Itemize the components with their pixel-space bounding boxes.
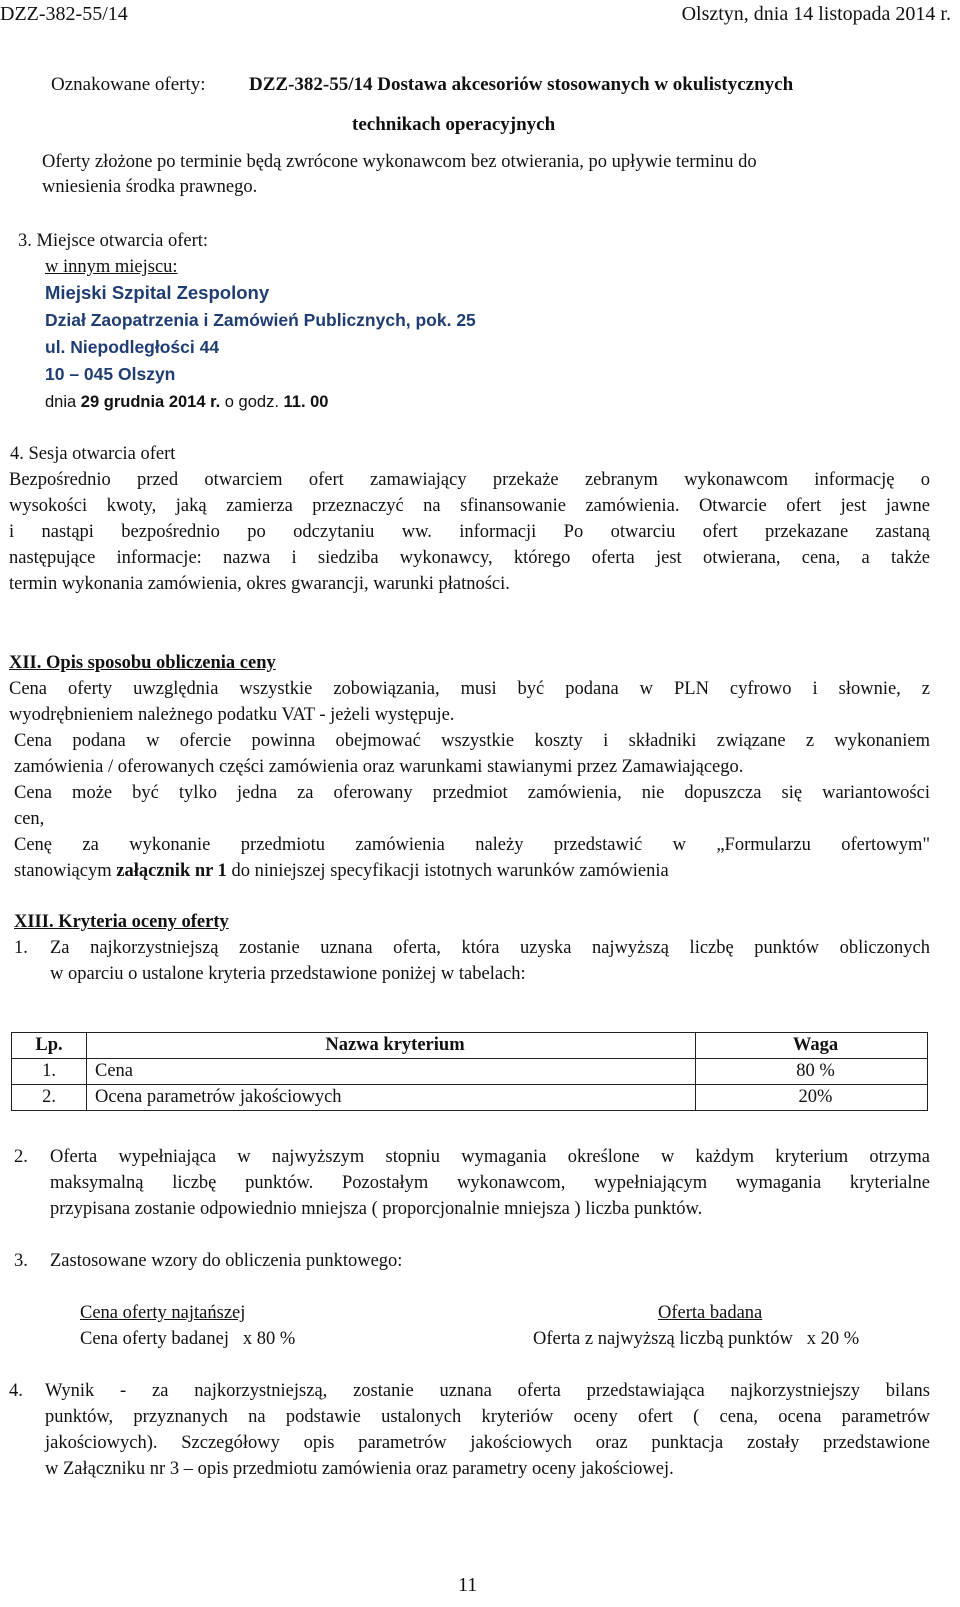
page-number: 11 (458, 1574, 478, 1596)
row-weight: 80 % (696, 1059, 928, 1085)
session-line-2: wysokości kwoty, jaką zamierza przeznaczyć na sfinansowanie zamówienia. Otwarcie ofert jest jawne (9, 496, 930, 516)
time-value: 11. 00 (283, 393, 329, 411)
criteria-item-3-number: 3. (14, 1251, 28, 1271)
section-xii-heading (9, 654, 276, 673)
session-line-3: i nastąpi bezpośrednio po odczytaniu ww. informacji Po otwarciu ofert przekazane zastaną (9, 522, 930, 542)
city-address: 10 – 045 Olszyn (45, 364, 176, 384)
date-prefix: dnia (45, 393, 77, 411)
price-para-1: Cena oferty uwzględnia wszystkie zobowiązania, musi być podana w PLN cyfrowo i słownie, z (9, 679, 930, 699)
criteria-item-3: Zastosowane wzory do obliczenia punktowego: (50, 1251, 403, 1271)
price-para-2: Cena podana w ofercie powinna obejmować wszystkie koszty i składniki związane z wykonaniem (14, 731, 930, 751)
formula-1-numerator: Cena oferty najtańszej (80, 1303, 246, 1323)
price-para-1-cont: wyodrębnieniem należnego podatku VAT - jeżeli występuje. (9, 705, 455, 725)
criteria-table (11, 1032, 928, 1111)
row-number: 1. (12, 1059, 87, 1085)
table-row (12, 1059, 928, 1085)
price-para-3-cont: cen, (14, 809, 45, 829)
price-para-3: Cena może być tylko jedna za oferowany przedmiot zamówienia, nie dopuszcza się wariantowości (14, 783, 930, 803)
marked-offers-title-cont: technikach operacyjnych (352, 114, 556, 135)
criteria-item-1: Za najkorzystniejszą zostanie uznana oferta, która uzyska najwyższą liczbę punktów obliczonych (50, 938, 930, 958)
criteria-item-1-cont: w oparciu o ustalone kryteria przedstawione poniżej w tabelach: (50, 964, 526, 984)
session-heading: 4. Sesja otwarcia ofert (10, 444, 176, 464)
session-line-4: następujące informacje: nazwa i siedziba wykonawcy, którego oferta jest otwierana, cena, a także (9, 548, 930, 568)
session-line-1: Bezpośrednio przed otwarciem ofert zamawiający przekaże zebranym wykonawcom informację o (9, 470, 930, 490)
header-criterion-name: Nazwa kryterium (87, 1033, 696, 1059)
criteria-item-2: Oferta wypełniająca w najwyższym stopniu wymagania określone w każdym kryterium otrzyma (50, 1147, 930, 1167)
section-xii-number: XII. (9, 653, 42, 673)
criteria-item-2-cont2: przypisana zostanie odpowiednio mniejsza ( proporcjonalnie mniejsza ) liczba punktów. (50, 1199, 703, 1219)
price-para-2-cont: zamówienia / oferowanych części zamówienia oraz warunkami stawianymi przez Zamawiającego. (14, 757, 744, 777)
marked-offers-label: Oznakowane oferty: (51, 74, 206, 95)
department-name: Dział Zaopatrzenia i Zamówień Publicznych, pok. 25 (45, 310, 476, 330)
place-and-date: Olsztyn, dnia 14 listopada 2014 r. (681, 3, 951, 25)
criteria-item-1-number: 1. (14, 938, 28, 958)
formula-1-denominator: Cena oferty badanej x 80 % (80, 1329, 296, 1349)
late-offers-note-cont: wniesienia środka prawnego. (42, 177, 258, 197)
price-para-4-pre: stanowiącym (14, 861, 112, 881)
price-para-4-cont (14, 862, 669, 881)
table-header-row (12, 1033, 928, 1059)
marked-offers-title: DZZ-382-55/14 Dostawa akcesoriów stosowanych w okulistycznych (249, 74, 794, 95)
criteria-item-4-cont2: jakościowych). Szczegółowy opis parametrów jakościowych oraz punktacja zostały przedstawione (45, 1433, 930, 1453)
late-offers-note: Oferty złożone po terminie będą zwrócone wykonawcom bez otwierania, po upływie terminu do (42, 152, 757, 172)
criteria-item-4-cont: punktów, przyznanych na podstawie ustalonych kryteriów oceny ofert ( cena, ocena parametrów (45, 1407, 930, 1427)
row-criterion: Ocena parametrów jakościowych (87, 1085, 696, 1111)
criteria-item-4-number: 4. (9, 1381, 23, 1401)
session-line-5: termin wykonania zamówienia, okres gwarancji, warunki płatności. (9, 574, 510, 594)
row-criterion: Cena (87, 1059, 696, 1085)
opening-place-heading: 3. Miejsce otwarcia ofert: (18, 231, 209, 251)
header-lp: Lp. (12, 1033, 87, 1059)
document-reference: DZZ-382-55/14 (0, 3, 128, 25)
criteria-item-4: Wynik - za najkorzystniejszą, zostanie uznana oferta przedstawiająca najkorzystniejszy bilans (45, 1381, 930, 1401)
price-para-4-post: do niniejszej specyfikacji istotnych warunków zamówienia (231, 861, 669, 881)
criteria-item-2-cont: maksymalną liczbę punktów. Pozostałym wykonawcom, wypełniającym wymagania kryterialne (50, 1173, 930, 1193)
header-weight: Waga (696, 1033, 928, 1059)
section-xii-title: Opis sposobu obliczenia ceny (46, 653, 276, 673)
formula-2-numerator: Oferta badana (658, 1303, 763, 1323)
attachment-reference: załącznik nr 1 (116, 861, 227, 881)
table-row (12, 1085, 928, 1111)
section-xiii-heading: XIII. Kryteria oceny oferty (14, 912, 229, 932)
street-address: ul. Niepodległości 44 (45, 337, 220, 357)
opening-date (45, 394, 328, 411)
date-value: 29 grudnia 2014 r. (80, 393, 221, 411)
price-para-4: Cenę za wykonanie przedmiotu zamówienia należy przedstawić w „Formularzu ofertowym" (14, 835, 930, 855)
row-weight: 20% (696, 1085, 928, 1111)
criteria-item-4-cont3: w Załączniku nr 3 – opis przedmiotu zamówienia oraz parametry oceny jakościowej. (45, 1459, 674, 1479)
other-place-label: w innym miejscu: (45, 257, 178, 277)
hospital-name: Miejski Szpital Zespolony (45, 282, 270, 303)
time-prefix: o godz. (224, 393, 279, 411)
formula-2-denominator: Oferta z najwyższą liczbą punktów x 20 % (533, 1329, 860, 1349)
row-number: 2. (12, 1085, 87, 1111)
criteria-item-2-number: 2. (14, 1147, 28, 1167)
